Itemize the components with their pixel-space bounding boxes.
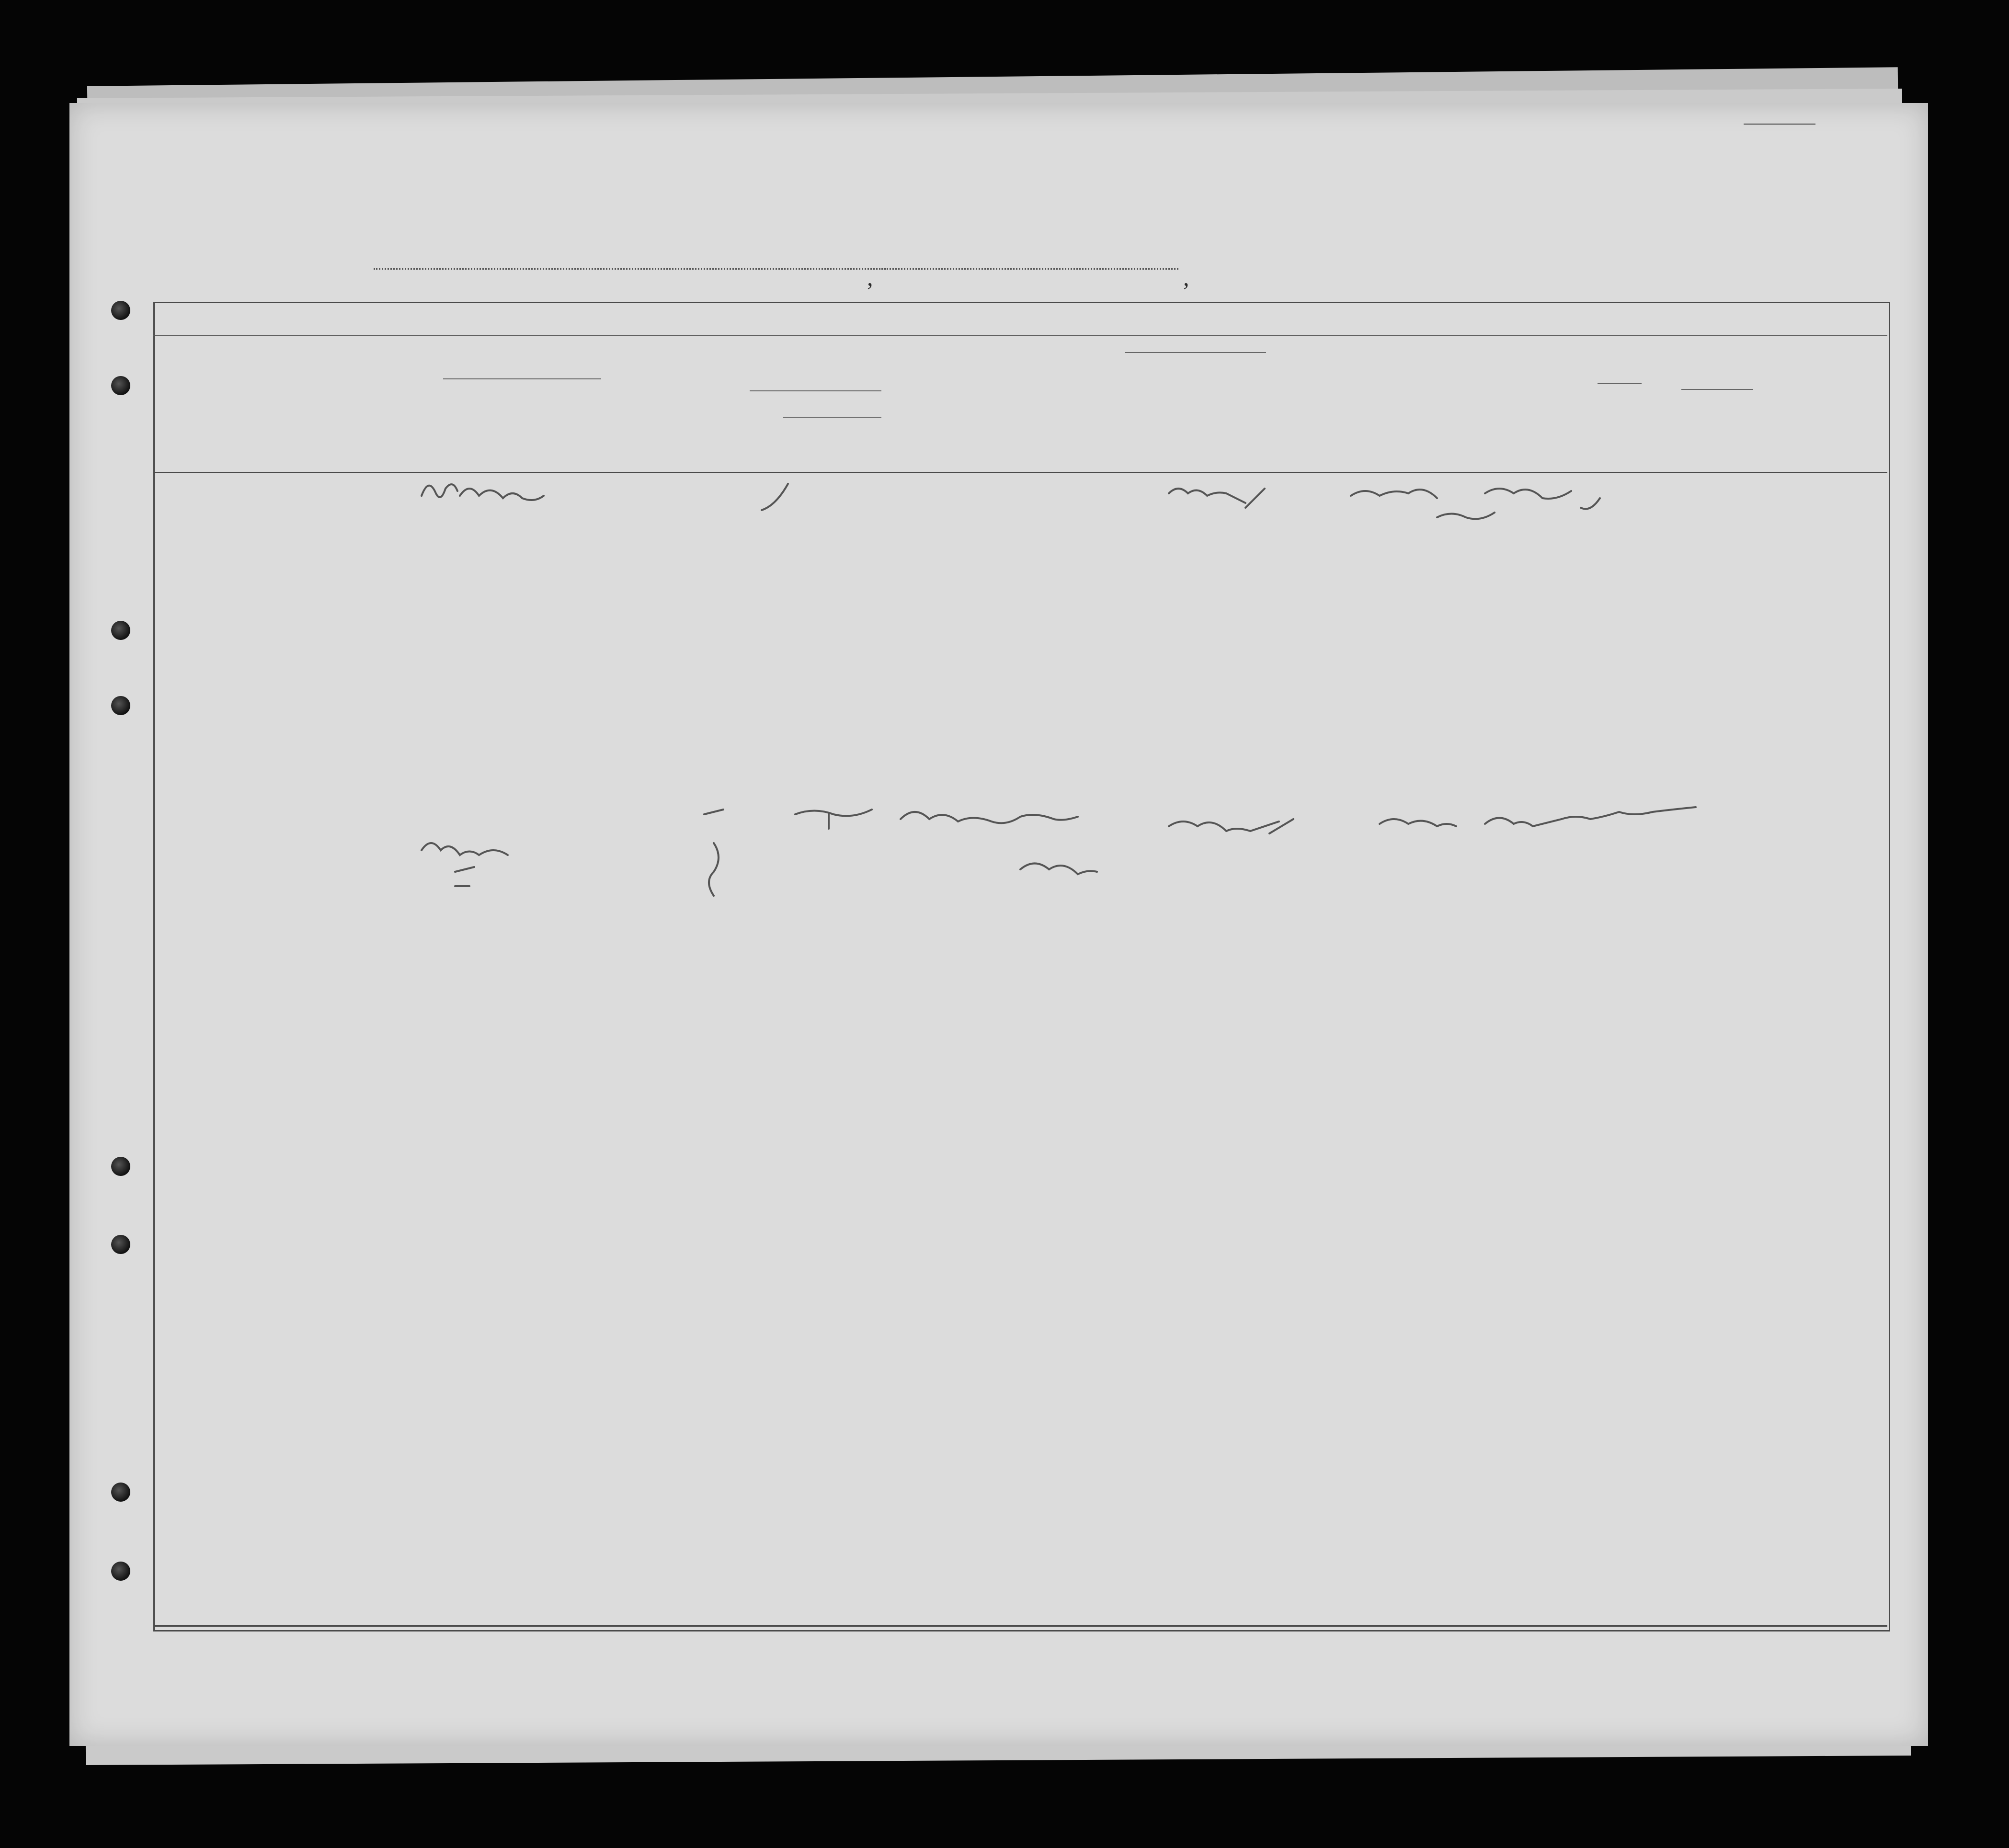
- handwritten-mark: [422, 843, 508, 855]
- handwritten-mark: [1020, 864, 1097, 875]
- handwritten-mark: [704, 810, 872, 896]
- handwritten-mark: [901, 812, 1078, 823]
- handwritten-mark: [1351, 489, 1600, 519]
- handwritten-mark: [422, 484, 544, 500]
- handwritten-mark: [1380, 807, 1696, 826]
- handwritten-mark: [455, 867, 474, 886]
- handwritten-mark: [1169, 489, 1265, 508]
- comma: ,: [867, 264, 873, 291]
- handwritten-check: [762, 484, 788, 510]
- comma: ,: [1183, 264, 1189, 291]
- handwritten-mark: [1169, 819, 1293, 833]
